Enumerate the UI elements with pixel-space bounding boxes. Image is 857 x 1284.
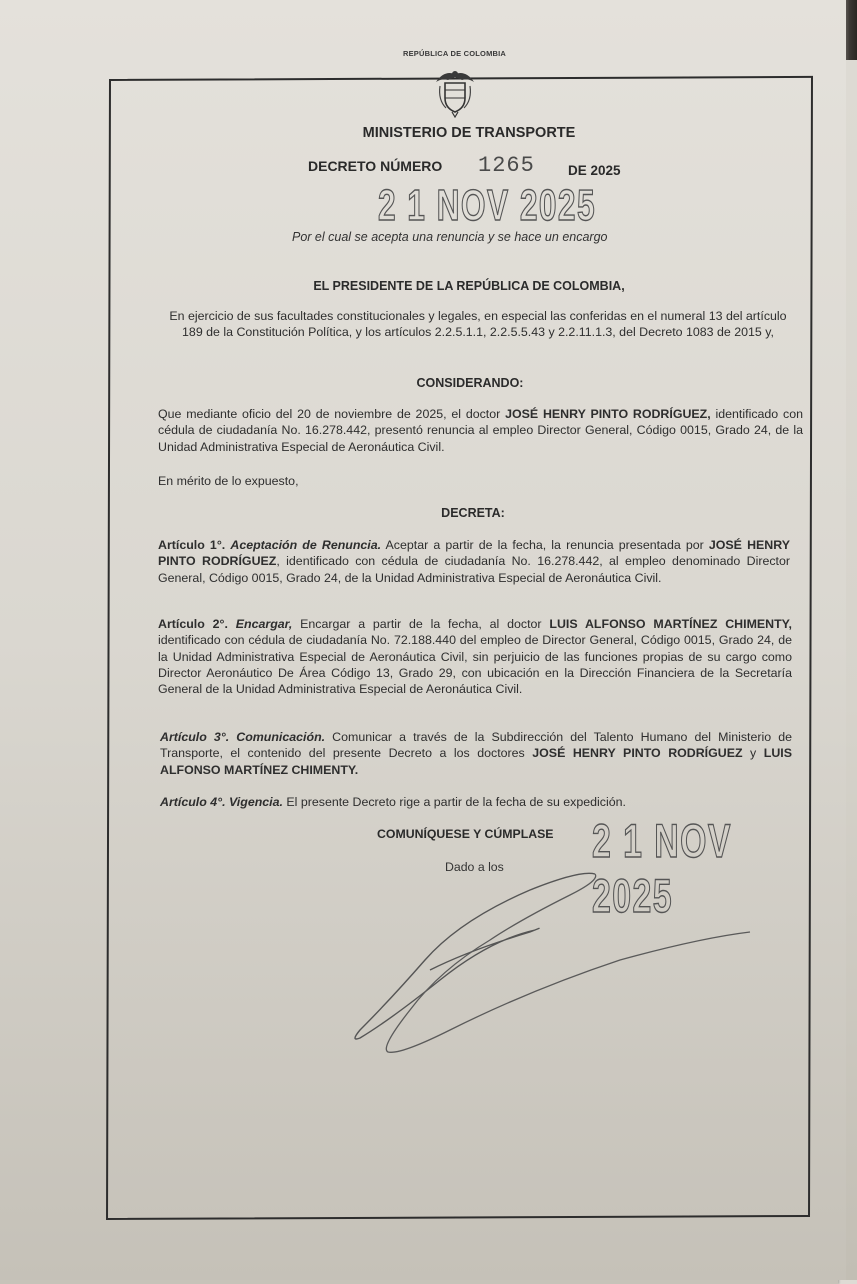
decreto-label: DECRETO NÚMERO: [308, 158, 443, 174]
article-3-title: Comunicación.: [236, 730, 326, 744]
presidente-heading: EL PRESIDENTE DE LA REPÚBLICA DE COLOMBIA,: [313, 279, 625, 293]
article-3-text-mid: y: [742, 746, 764, 761]
article-2-title: Encargar,: [235, 617, 293, 631]
decreto-number: 1265: [478, 153, 535, 178]
que-text-after: identificado con cédula de ciudadanía No. 16.278.442, presentó renuncia al empleo Director General, Código 0015, Grado 24, de la Unidad Administrativa Especial de Aeronáutica Civil.: [158, 407, 803, 454]
article-2-label: Artículo 2°.: [158, 617, 228, 631]
article-4-text: El presente Decreto rige a partir de la fecha de su expedición.: [282, 795, 626, 809]
date-stamp-header: 2 1 NOV 2025: [378, 181, 597, 230]
ministerio-title: MINISTERIO DE TRANSPORTE: [362, 125, 576, 141]
article-3-label: Artículo 3°.: [160, 730, 230, 744]
article-4-label: Artículo 4°.: [160, 795, 226, 809]
article-1-label: Artículo 1°.: [158, 538, 226, 552]
article-4-title: Vigencia.: [229, 795, 283, 809]
decreto-year: DE 2025: [568, 163, 621, 178]
article-3: [160, 729, 792, 778]
article-3-name: JOSÉ HENRY PINTO RODRÍGUEZ: [532, 746, 743, 761]
considerando-heading: CONSIDERANDO:: [416, 376, 524, 390]
article-2-name: LUIS ALFONSO MARTÍNEZ CHIMENTY,: [549, 617, 792, 631]
article-3-text: Comunicar a través de la Subdirección del Talento Humano del Ministerio de Transporte, el contenido del presente Decreto a los doctores: [160, 730, 793, 761]
comuniquese-heading: COMUNÍQUESE Y CÚMPLASE: [377, 827, 554, 841]
article-4: [160, 794, 792, 810]
colombia-coat-of-arms-icon: [432, 68, 478, 118]
article-1-name: JOSÉ HENRY PINTO RODRÍGUEZ: [158, 538, 790, 569]
republica-heading: REPÚBLICA DE COLOMBIA: [402, 49, 507, 58]
decree-subtitle: Por el cual se acepta una renuncia y se hace un encargo: [292, 230, 608, 244]
dado-text: Dado a los: [445, 860, 504, 874]
date-stamp-closing: 2 1 NOV 2025: [592, 814, 732, 922]
article-1-title: Aceptación de Renuncia.: [230, 538, 382, 552]
merito-paragraph: En mérito de lo expuesto,: [158, 474, 299, 488]
article-3-name2: LUIS ALFONSO MARTÍNEZ CHIMENTY.: [160, 746, 792, 777]
article-2: [158, 616, 792, 697]
que-paragraph: [158, 406, 803, 455]
que-name: JOSÉ HENRY PINTO RODRÍGUEZ,: [505, 407, 711, 421]
decreta-heading: DECRETA:: [441, 506, 505, 520]
ejercicio-paragraph: En ejercicio de sus facultades constitucionales y legales, en especial las conferidas en el numeral 13 del artículo 189 de la Constitución Política, y los artículos 2.2.5.1.1, 2.2.5.5.43 y 2.2.11.1.3, del Decreto 1083 de 2015 y,: [169, 309, 787, 340]
que-text: Que mediante oficio del 20 de noviembre de 2025, el doctor: [158, 407, 506, 421]
article-1-text-after: , identificado con cédula de ciudadanía No. 16.278.442, al empleo denominado Director General, Código 0015, Grado 24, de la Unidad Administrativa Especial de Aeronáutica Civil.: [158, 554, 790, 585]
handwritten-signature: [330, 860, 790, 1070]
article-1: [158, 537, 790, 586]
article-2-text: Encargar a partir de la fecha, al doctor: [292, 617, 550, 631]
article-1-text: Aceptar a partir de la fecha, la renuncia presentada por: [381, 538, 709, 552]
article-2-text-after: identificado con cédula de ciudadanía No. 72.188.440 del empleo de Director General, Código 0015, Grado 24, de la Unidad Administrativa Especial de Aeronáutica Civil, sin perjuicio de las funciones propias de su cargo como Director Aeronáutico De Área Código 13, Grado 29, con ubicación en la Dirección Financiera de la Secretaría General de la Unidad Administrativa Especial de Aeronáutica Civil.: [158, 633, 792, 697]
